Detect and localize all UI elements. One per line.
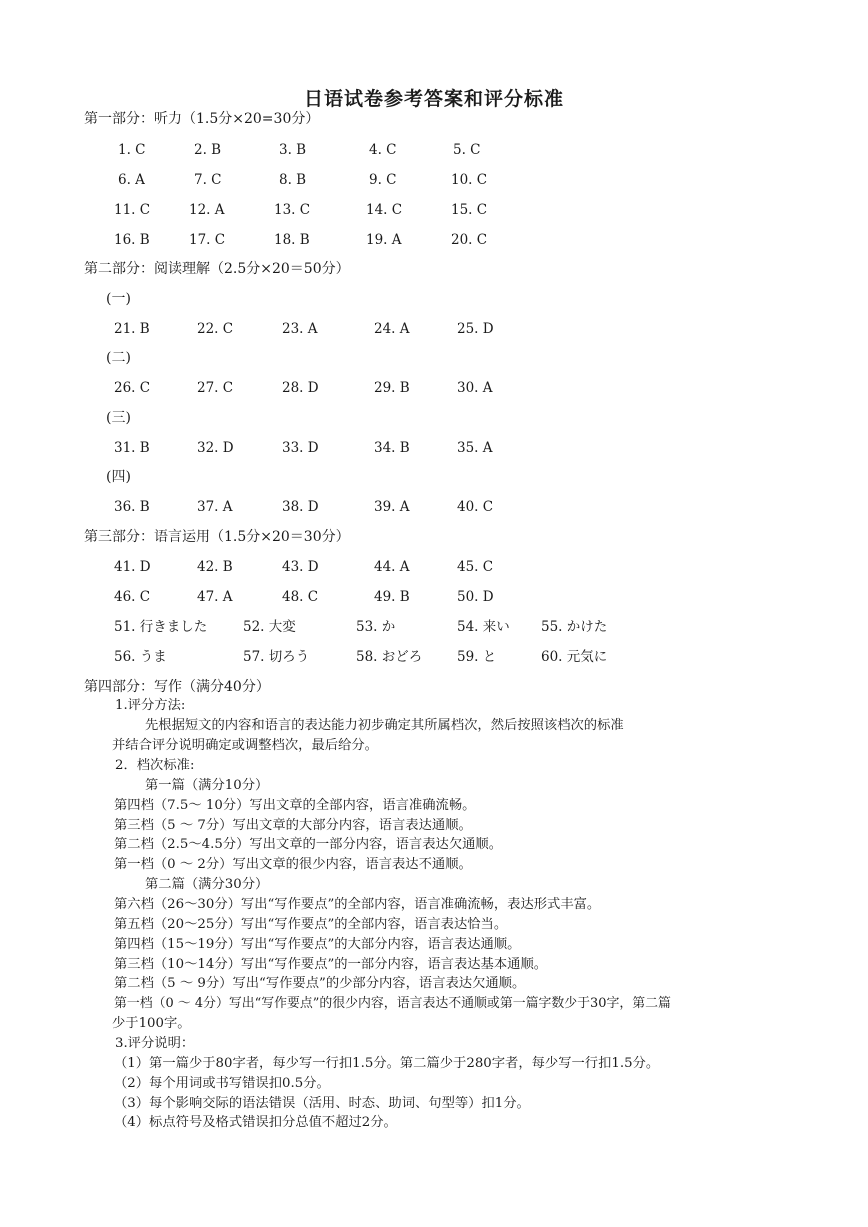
note-item: （3）每个影响交际的语法错误（活用、时态、助词、句型等）扣1分。	[114, 1096, 530, 1111]
answer-item: 38. D	[282, 499, 319, 515]
answer-item: 9. C	[369, 172, 397, 188]
answer-item: 48. C	[282, 589, 319, 605]
essay2-level: 第二档（5 ～ 9分）写出“写作要点”的少部分内容，语言表达欠通顺。	[114, 976, 526, 991]
essay1-level: 第四档（7.5～ 10分）写出文章的全部内容，语言准确流畅。	[114, 798, 476, 813]
essay2-level: 第一档（0 ～ 4分）写出“写作要点”的很少内容，语言表达不通顺或第一篇字数少于30字，第二篇	[114, 996, 671, 1011]
essay2-level: 第三档（10～14分）写出“写作要点”的一部分内容，语言表达基本通顺。	[114, 957, 548, 972]
answer-item: 26. C	[114, 380, 151, 396]
page-title: 日语试卷参考答案和评分标准	[303, 88, 564, 110]
answer-item: 35. A	[457, 440, 493, 456]
answer-item: 28. D	[282, 380, 319, 396]
note-item: （4）标点符号及格式错误扣分总值不超过2分。	[114, 1115, 397, 1130]
essay2-level: 第六档（26～30分）写出“写作要点”的全部内容，语言准确流畅，表达形式丰富。	[114, 897, 601, 912]
essay2-level: 第五档（20～25分）写出“写作要点”的全部内容，语言表达恰当。	[114, 917, 508, 932]
group-label: (一)	[106, 291, 131, 307]
answer-item: 49. B	[374, 589, 410, 605]
group-label: (四)	[106, 469, 131, 485]
answer-item: 21. B	[114, 321, 150, 337]
answer-item: 27. C	[197, 380, 234, 396]
answer-item: 58. おどろ	[356, 649, 423, 665]
answer-item: 43. D	[282, 559, 319, 575]
answer-item: 52. 大変	[243, 619, 296, 635]
part2-heading: 第二部分：阅读理解（2.5分×20＝50分）	[84, 261, 350, 277]
answer-item: 23. A	[282, 321, 318, 337]
answer-item: 13. C	[274, 202, 311, 218]
part1-heading: 第一部分：听力（1.5分×20=30分）	[84, 111, 320, 127]
answer-item: 24. A	[374, 321, 410, 337]
answer-item: 42. B	[197, 559, 233, 575]
answer-item: 20. C	[451, 232, 488, 248]
answer-item: 3. B	[279, 142, 307, 158]
answer-item: 46. C	[114, 589, 151, 605]
answer-item: 14. C	[366, 202, 403, 218]
answer-item: 5. C	[453, 142, 481, 158]
answer-item: 45. C	[457, 559, 494, 575]
answer-item: 31. B	[114, 440, 150, 456]
answer-item: 25. D	[457, 321, 494, 337]
answer-item: 53. か	[356, 619, 396, 635]
answer-item: 57. 切ろう	[243, 649, 310, 665]
answer-item: 30. A	[457, 380, 493, 396]
answer-item: 22. C	[197, 321, 234, 337]
answer-item: 55. かけた	[541, 619, 608, 635]
answer-item: 18. B	[274, 232, 310, 248]
answer-item: 29. B	[374, 380, 410, 396]
levels-title: 2．档次标准:	[115, 758, 195, 773]
answer-item: 11. C	[114, 202, 151, 218]
answer-item: 40. C	[457, 499, 494, 515]
answer-item: 7. C	[194, 172, 222, 188]
answer-item: 34. B	[374, 440, 410, 456]
method-title: 1.评分方法:	[115, 698, 186, 713]
answer-item: 59. と	[457, 649, 497, 665]
answer-item: 54. 来い	[457, 619, 510, 635]
essay2-level: 少于100字。	[112, 1016, 191, 1031]
answer-item: 4. C	[369, 142, 397, 158]
answer-item: 60. 元気に	[541, 649, 608, 665]
answer-item: 51. 行きました	[114, 619, 208, 635]
answer-item: 10. C	[451, 172, 488, 188]
essay2-title: 第二篇（满分30分）	[145, 877, 269, 892]
answer-item: 8. B	[279, 172, 307, 188]
note-item: （1）第一篇少于80字者，每少写一行扣1.5分。第二篇少于280字者，每少写一行扣1.5分。	[114, 1056, 660, 1071]
answer-item: 2. B	[194, 142, 222, 158]
answer-item: 6. A	[118, 172, 145, 188]
answer-item: 50. D	[457, 589, 494, 605]
method-line: 并结合评分说明确定或调整档次，最后给分。	[112, 738, 378, 753]
answer-item: 15. C	[451, 202, 488, 218]
essay1-level: 第一档（0 ～ 2分）写出文章的很少内容，语言表达不通顺。	[114, 857, 472, 872]
answer-item: 44. A	[374, 559, 410, 575]
answer-item: 17. C	[189, 232, 226, 248]
answer-item: 16. B	[114, 232, 150, 248]
answer-item: 47. A	[197, 589, 233, 605]
answer-item: 36. B	[114, 499, 150, 515]
answer-item: 32. D	[197, 440, 234, 456]
answer-item: 19. A	[366, 232, 402, 248]
group-label: (三)	[106, 410, 131, 426]
answer-item: 39. A	[374, 499, 410, 515]
answer-item: 41. D	[114, 559, 151, 575]
essay1-level: 第三档（5 ～ 7分）写出文章的大部分内容，语言表达通顺。	[114, 818, 472, 833]
answer-item: 12. A	[189, 202, 225, 218]
answer-item: 33. D	[282, 440, 319, 456]
notes-title: 3.评分说明：	[115, 1036, 195, 1051]
answer-item: 56. うま	[114, 649, 167, 665]
part3-heading: 第三部分：语言运用（1.5分×20＝30分）	[84, 529, 350, 545]
method-line: 先根据短文的内容和语言的表达能力初步确定其所属档次，然后按照该档次的标准	[145, 718, 624, 733]
essay2-level: 第四档（15～19分）写出“写作要点”的大部分内容，语言表达通顺。	[114, 937, 521, 952]
part4-heading: 第四部分：写作（满分40分）	[84, 679, 270, 695]
note-item: （2）每个用词或书写错误扣0.5分。	[114, 1076, 330, 1091]
answer-item: 1. C	[118, 142, 146, 158]
essay1-level: 第二档（2.5～4.5分）写出文章的一部分内容，语言表达欠通顺。	[114, 837, 503, 852]
essay1-title: 第一篇（满分10分）	[145, 778, 269, 793]
group-label: (二)	[106, 350, 131, 366]
answer-item: 37. A	[197, 499, 233, 515]
